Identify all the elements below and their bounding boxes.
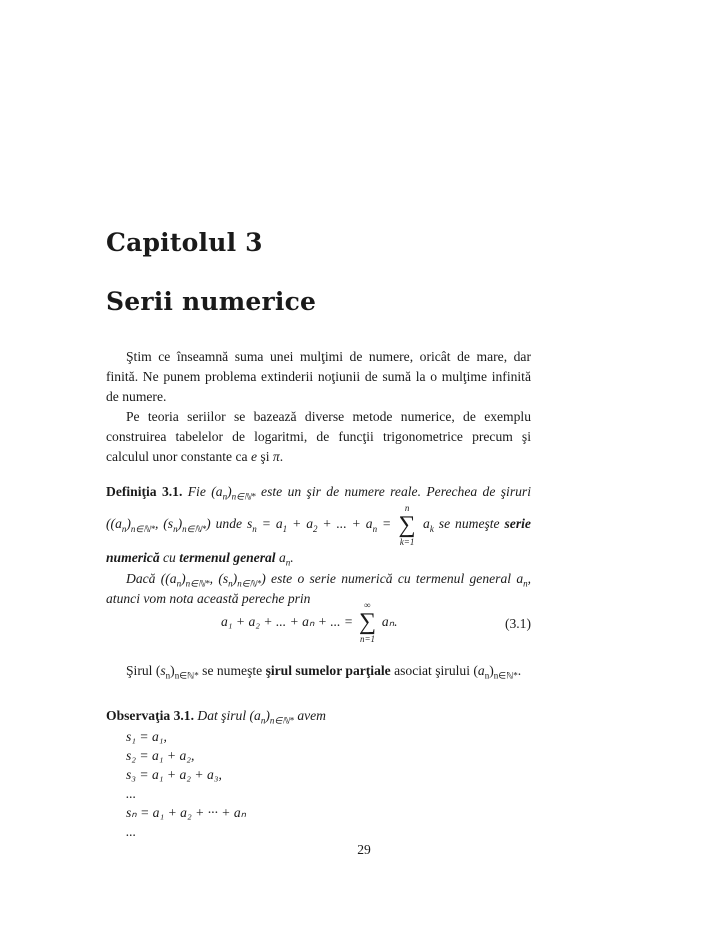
term-sirul-sumelor-partiale: şirul sumelor parţiale: [265, 663, 391, 678]
list-item: ...: [126, 786, 137, 801]
sum-symbol: ∞ ∑ n=1: [358, 600, 377, 644]
intro-section: [106, 347, 531, 467]
observation-block: Observaţia 3.1. Dat şirul $(a_n)_{n\in ℕ*}$ avem: [106, 708, 327, 726]
partial-sum-list: [126, 727, 246, 841]
definition-label: Definiţia 3.1.: [106, 484, 183, 499]
list-item: ...: [126, 824, 137, 839]
list-item: s₁ = a₁,: [126, 729, 167, 744]
term-serie-numerica: serie numerică: [106, 516, 531, 565]
definition-block: [106, 481, 531, 609]
equation-3-1: [106, 600, 531, 650]
definition-paragraph: Definiţia 3.1. Fie $(a_n)_{n\in ℕ*}$ este un şir de numere reale. Perechea de şiruri ($(a_n)_{n\in ℕ*}$, $(s_n)_{n\in ℕ*}$) unde $s_n = a_1 + a_2$ + ... + $a_n$ = n ∑ k=1 $a_k$ se numeşte serie numerică cu termenul general $a_n$.: [106, 484, 531, 568]
chapter-title: Serii numerice: [106, 287, 317, 316]
chapter-label: Capitolul 3: [106, 228, 263, 257]
observation-label: Observaţia 3.1.: [106, 708, 194, 723]
definition-paragraph-2: Dacă ($(a_n)_{n\in ℕ*}$, $(s_n)_{n\in ℕ*}$) este o serie numerică cu termenul general $a_n$, atunci vom nota această pereche prin: [106, 571, 532, 606]
term-termenul-general: termenul general: [179, 550, 276, 565]
list-item: sₙ = a₁ + a₂ + ··· + aₙ: [126, 805, 247, 820]
list-item: s₂ = a₁ + a₂,: [126, 748, 195, 763]
intro-paragraph-2: Pe teoria seriilor se bazează diverse metode numerice, de exemplu construirea tabelelor de logaritmi, de funcţii trigonometrice precum şi calculul unor constante ca e şi π.: [106, 409, 531, 464]
list-item: s₃ = a₁ + a₂ + a₃,: [126, 767, 222, 782]
partial-sums-paragraph: Şirul $(s_n)_{n\in ℕ*}$ se numeşte şirul sumelor parţiale asociat şirului $(a_n)_{n\in ℕ*}$.: [126, 663, 522, 681]
equation-number: (3.1): [504, 616, 531, 631]
equation-body: a₁ + a₂ + ... + aₙ + ... = ∞ ∑ n=1 aₙ.: [221, 600, 398, 644]
page-number: 29: [357, 842, 371, 857]
intro-paragraph-1: Ştim ce înseamnă suma unei mulţimi de numere, oricât de mare, dar finită. Ne punem problema extinderii noţiunii de sumă la o mulţime infinită de numere.: [106, 349, 531, 404]
sum-symbol: n ∑ k=1: [398, 503, 416, 547]
